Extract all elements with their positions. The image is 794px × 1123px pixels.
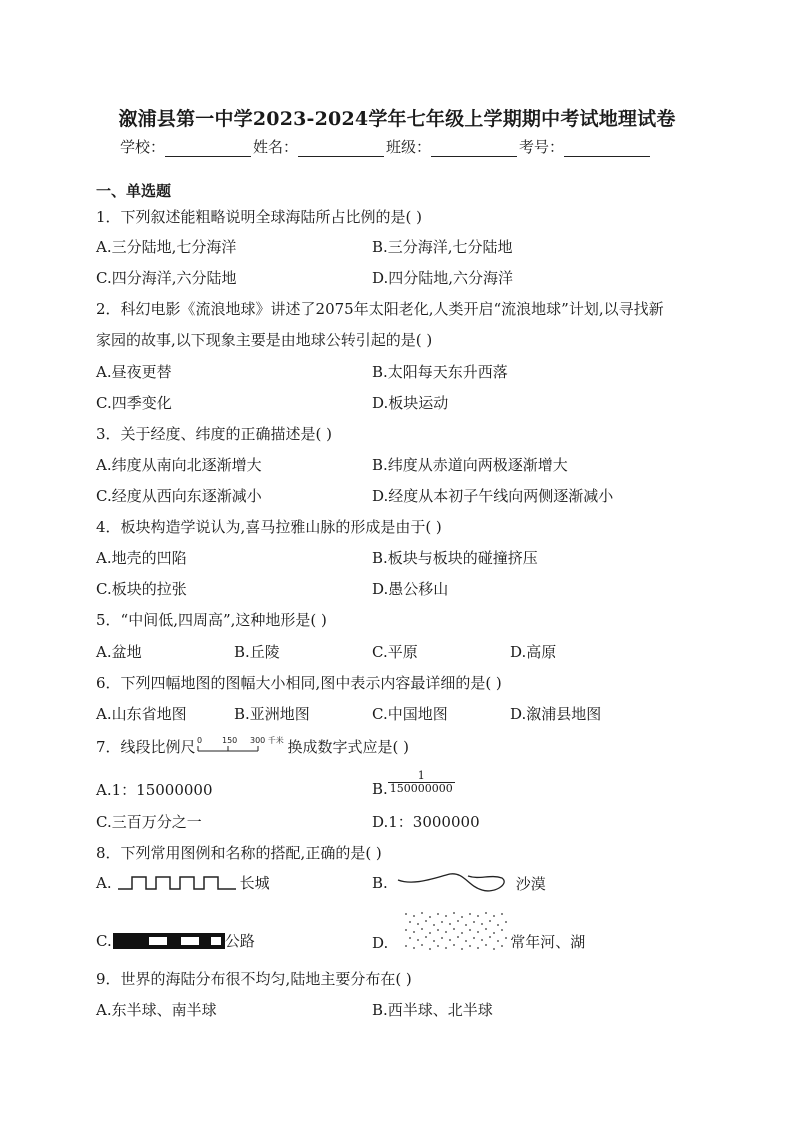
question-8-option-b[interactable] [372,868,546,898]
question-3-option-d[interactable]: D.经度从本初子午线向两侧逐渐减小 [372,487,614,505]
question-4-option-b[interactable]: B.板块与板块的碰撞挤压 [372,549,538,567]
class-label: 班级： [386,138,432,156]
question-7-stem [96,735,409,757]
question-9-option-b[interactable]: B.西半球、北半球 [372,1001,493,1019]
question-2-option-b[interactable]: B.太阳每天东升西落 [372,363,508,381]
scale-label-300: 300 千米 [249,736,284,745]
question-1-option-b[interactable]: B.三分海洋,七分陆地 [372,238,513,256]
question-5-option-a[interactable]: A.盆地 [96,643,142,661]
question-4-option-d[interactable]: D.愚公移山 [372,580,449,598]
question-2-stem-line-2: 家园的故事,以下现象主要是由地球公转引起的是( ) [96,331,433,349]
question-4-option-c[interactable]: C.板块的拉张 [96,580,187,598]
question-7-option-a[interactable]: A.1：15000000 [96,781,213,799]
question-8-option-c-letter: C. [96,931,112,950]
name-label: 姓名： [253,138,299,156]
fraction-denominator: 150000000 [389,781,453,795]
question-7-option-b[interactable] [372,766,455,798]
school-label: 学校： [120,138,166,156]
question-2-option-d[interactable]: D.板块运动 [372,394,449,412]
name-blank[interactable] [298,140,384,157]
question-7-stem-pre: 7．线段比例尺 [96,737,196,756]
question-1-option-d[interactable]: D.四分陆地,六分海洋 [372,269,514,287]
lake-river-dot-symbol-icon [402,910,510,952]
student-info-line [120,136,652,157]
question-5-option-c[interactable]: C.平原 [372,643,418,661]
question-8-option-d-label: 常年河、湖 [510,933,586,951]
school-blank[interactable] [165,140,251,157]
question-5-option-b[interactable]: B.丘陵 [234,643,280,661]
question-3-stem: 3．关于经度、纬度的正确描述是( ) [96,425,333,443]
line-scale-bar-icon [196,735,288,757]
fraction-numerator: 1 [417,768,425,782]
road-symbol-icon [113,933,225,949]
question-5-option-d[interactable]: D.高原 [510,643,557,661]
question-7-fraction [388,770,455,795]
question-7-stem-post: 换成数字式应是( ) [287,737,410,756]
exam-number-blank[interactable] [564,140,650,157]
exam-number-label: 考号： [519,138,565,156]
scale-label-150: 150 [221,736,237,745]
question-7-option-b-letter: B. [372,780,388,798]
question-8-option-b-label: 沙漠 [515,874,546,893]
question-4-stem: 4．板块构造学说认为,喜马拉雅山脉的形成是由于( ) [96,518,442,536]
question-6-option-c[interactable]: C.中国地图 [372,705,448,723]
desert-symbol-icon [394,868,512,898]
section-heading: 一、单选题 [96,182,172,200]
question-2-option-c[interactable]: C.四季变化 [96,394,172,412]
exam-title: 溆浦县第一中学2023-2024学年七年级上学期期中考试地理试卷 [118,108,676,130]
question-5-stem: 5．“中间低,四周高”,这种地形是( ) [96,611,327,629]
question-1-stem: 1．下列叙述能粗略说明全球海陆所占比例的是( ) [96,208,423,226]
question-8-stem: 8．下列常用图例和名称的搭配,正确的是( ) [96,844,382,862]
question-8-option-d-letter: D. [372,934,389,952]
question-6-stem: 6．下列四幅地图的图幅大小相同,图中表示内容最详细的是( ) [96,674,502,692]
question-6-option-b[interactable]: B.亚洲地图 [234,705,310,723]
question-7-option-c[interactable]: C.三百万分之一 [96,813,202,831]
question-8-option-a[interactable] [96,872,270,893]
question-8-option-c-label: 公路 [224,932,255,950]
question-2-stem-line-1: 2．科幻电影《流浪地球》讲述了2075年太阳老化,人类开启“流浪地球”计划,以寻找新 [96,300,664,318]
question-3-option-c[interactable]: C.经度从西向东逐渐减小 [96,487,262,505]
great-wall-symbol-icon [118,873,236,893]
question-8-option-a-label: 长城 [239,874,270,892]
question-7-option-d[interactable]: D.1：3000000 [372,813,480,831]
question-8-option-b-letter: B. [372,874,388,892]
question-8-option-a-letter: A. [96,873,112,892]
question-6-option-d[interactable]: D.溆浦县地图 [510,705,602,723]
question-2-option-a[interactable]: A.昼夜更替 [96,363,172,381]
scale-label-0: 0 [196,736,202,745]
question-8-option-c[interactable] [96,930,255,951]
question-9-stem: 9．世界的海陆分布很不均匀,陆地主要分布在( ) [96,970,412,988]
question-3-option-a[interactable]: A.纬度从南向北逐渐增大 [96,456,262,474]
question-8-option-d[interactable] [372,910,585,952]
question-1-option-c[interactable]: C.四分海洋,六分陆地 [96,269,237,287]
question-6-option-a[interactable]: A.山东省地图 [96,705,187,723]
question-9-option-a[interactable]: A.东半球、南半球 [96,1001,217,1019]
question-1-option-a[interactable]: A.三分陆地,七分海洋 [96,238,237,256]
question-3-option-b[interactable]: B.纬度从赤道向两极逐渐增大 [372,456,568,474]
question-4-option-a[interactable]: A.地壳的凹陷 [96,549,187,567]
class-blank[interactable] [431,140,517,157]
